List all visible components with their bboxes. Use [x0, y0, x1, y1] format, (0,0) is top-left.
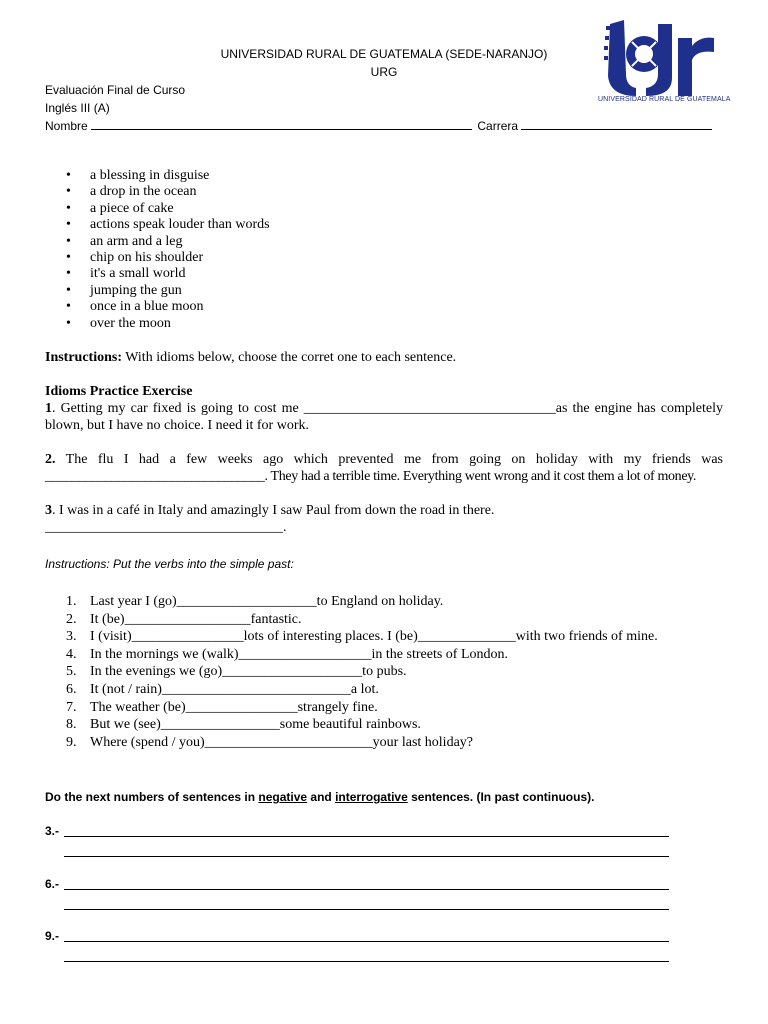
- list-item: • an arm and a leg: [66, 234, 270, 250]
- item-number: 2.: [66, 611, 77, 627]
- list-item: • it's a small world: [66, 266, 270, 282]
- interrogative-word: interrogative: [335, 790, 408, 804]
- instructions-text: With idioms below, choose the corret one to each sentence.: [122, 350, 457, 365]
- exercise-title: Idioms Practice Exercise: [45, 384, 193, 399]
- instructions-verbs: [45, 557, 294, 571]
- item-text: In the evenings we (go)____________________to pubs.: [90, 664, 407, 680]
- item-number: 8.: [66, 717, 77, 733]
- question-2-line-1: [45, 452, 723, 468]
- answer-line[interactable]: [64, 961, 669, 962]
- question-text: . I was in a café in Italy and amazingly I saw Paul from down the road in there.: [52, 503, 495, 518]
- item-text: The weather (be)________________strangely fine.: [90, 699, 378, 715]
- instruction-text: sentences. (In past continuous).: [407, 790, 595, 804]
- answer-label-6: 6.-: [45, 877, 60, 891]
- name-label: Nombre: [45, 119, 88, 133]
- item-number: 7.: [66, 699, 77, 715]
- question-3-line-1: [45, 503, 494, 519]
- instructions-idioms: [45, 350, 456, 366]
- name-field[interactable]: [91, 118, 472, 130]
- question-3-line-2: __________________________________.: [45, 520, 287, 535]
- item-text: I (visit)________________lots of interesting places. I (be)______________with two friends of mine.: [90, 629, 658, 645]
- list-item: • once in a blue moon: [66, 299, 270, 315]
- evaluation-title: Evaluación Final de Curso: [45, 83, 186, 97]
- verb-exercise-list: [66, 593, 658, 751]
- university-abbr: URG: [370, 65, 398, 79]
- career-field[interactable]: [521, 118, 712, 130]
- list-item: • chip on his shoulder: [66, 250, 270, 266]
- career-label: Carrera: [477, 119, 519, 133]
- item-text: It (not / rain)___________________________a lot.: [90, 681, 379, 697]
- list-item: • actions speak louder than words: [66, 217, 270, 233]
- list-item: [66, 646, 658, 664]
- university-logo: [596, 16, 726, 108]
- list-item: • a piece of cake: [66, 201, 270, 217]
- instruction-text: Do the next numbers of sentences in: [45, 790, 259, 804]
- question-number: 3: [45, 503, 52, 518]
- question-text: The flu I had a few weeks ago which prevented me from going on holiday with my friends was: [55, 452, 723, 467]
- answer-line[interactable]: [64, 909, 669, 910]
- course-title: Inglés III (A): [45, 101, 110, 115]
- item-number: 1.: [66, 594, 77, 609]
- negative-interrogative-instructions: [45, 790, 594, 804]
- university-title: UNIVERSIDAD RURAL DE GUATEMALA (SEDE-NARANJO): [220, 47, 548, 61]
- list-item: • jumping the gun: [66, 283, 270, 299]
- list-item: [66, 628, 658, 646]
- item-number: 4.: [66, 646, 77, 662]
- list-item: • over the moon: [66, 316, 270, 332]
- list-item: [66, 611, 658, 629]
- logo-caption: UNIVERSIDAD RURAL DE GUATEMALA: [598, 96, 731, 103]
- answer-line[interactable]: [64, 856, 669, 857]
- item-text: Where (spend / you)________________________your last holiday?: [90, 734, 473, 750]
- question-1-line-2: blown, but I have no choice. I need it for work.: [45, 418, 309, 433]
- item-text: But we (see)_________________some beautiful rainbows.: [90, 717, 421, 733]
- question-text: . Getting my car fixed is going to cost me ____________________________________as the engine has completely: [52, 401, 723, 416]
- idiom-list: [66, 168, 270, 332]
- instructions-text: : Put the verbs into the simple past:: [106, 557, 294, 571]
- list-item: • a drop in the ocean: [66, 184, 270, 200]
- item-number: 5.: [66, 664, 77, 680]
- list-item: [66, 663, 658, 681]
- answer-line[interactable]: [64, 836, 669, 837]
- list-item: [66, 734, 658, 752]
- item-text: Last year I (go)____________________to England on holiday.: [90, 594, 444, 609]
- list-item: [66, 593, 658, 611]
- instructions-label: Instructions: [45, 557, 107, 571]
- instructions-label: Instructions:: [45, 350, 123, 365]
- item-number: 6.: [66, 681, 77, 697]
- item-text: In the mornings we (walk)___________________in the streets of London.: [90, 646, 508, 662]
- question-number: 2.: [45, 452, 56, 467]
- question-2-line-2: _________________________________. They had a terrible time. Everything went wrong and it cost them a lot of money.: [45, 469, 697, 484]
- item-number: 9.: [66, 734, 77, 750]
- item-number: 3.: [66, 629, 77, 645]
- answer-label-9: 9.-: [45, 929, 60, 943]
- item-text: It (be)__________________fantastic.: [90, 611, 302, 627]
- negative-word: negative: [258, 790, 308, 804]
- list-item: [66, 681, 658, 699]
- answer-line[interactable]: [64, 941, 669, 942]
- list-item: [66, 699, 658, 717]
- list-item: • a blessing in disguise: [66, 168, 270, 184]
- instruction-text: and: [307, 790, 336, 804]
- question-1-line-1: [45, 401, 723, 417]
- list-item: [66, 716, 658, 734]
- answer-line[interactable]: [64, 889, 669, 890]
- answer-label-3: 3.-: [45, 824, 60, 838]
- name-career-line: [45, 118, 712, 133]
- question-number: 1: [45, 401, 52, 416]
